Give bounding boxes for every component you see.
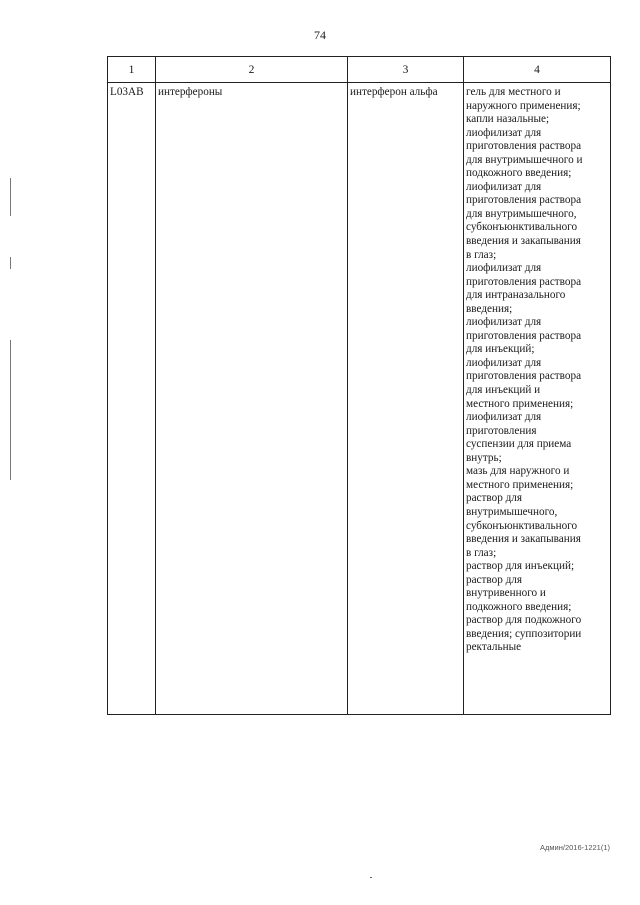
list-item: приготовления раствора (466, 370, 582, 383)
list-item: раствор для инъекций; (466, 560, 575, 573)
scan-mark (10, 178, 11, 216)
list-item: внутримышечного, (466, 505, 558, 518)
list-item: раствор для (466, 492, 523, 505)
column-header: 3 (348, 57, 464, 83)
table-header-row (108, 57, 611, 83)
drug-name-cell: интерферон альфа (348, 83, 464, 715)
list-item: раствор для (466, 573, 523, 586)
list-item: внутрь; (466, 451, 502, 464)
atc-code-cell: L03AB (108, 83, 156, 715)
list-item: приготовления раствора (466, 275, 582, 288)
table-row (108, 83, 611, 715)
list-item: лиофилизат для (466, 262, 542, 275)
column-header: 2 (156, 57, 348, 83)
list-item: введения; (466, 302, 513, 315)
list-item: капли назальные; (466, 113, 550, 126)
drug-table (107, 56, 611, 715)
list-item: подкожного введения; (466, 167, 572, 180)
list-item: лиофилизат для (466, 316, 542, 329)
list-item: в глаз; (466, 546, 497, 559)
list-item: приготовления раствора (466, 329, 582, 342)
dosage-forms-cell (464, 83, 611, 715)
list-item: местного применения; (466, 397, 574, 410)
list-item: для инъекций и (466, 384, 541, 397)
list-item: лиофилизат для (466, 411, 542, 424)
list-item: лиофилизат для (466, 356, 542, 369)
list-item: для внутримышечного и (466, 153, 583, 166)
list-item: внутривенного и (466, 587, 546, 600)
list-item: местного применения; (466, 478, 574, 491)
footer-code: Админ/2016-1221(1) (540, 843, 610, 852)
list-item: в глаз; (466, 248, 497, 261)
list-item: для внутримышечного, (466, 207, 577, 220)
list-item: лиофилизат для (466, 180, 542, 193)
column-header: 4 (464, 57, 611, 83)
page-number: 74 (314, 28, 326, 42)
list-item: субконъюнктивального (466, 221, 578, 234)
list-item: ректальные (466, 641, 522, 654)
column-header: 1 (108, 57, 156, 83)
list-item: подкожного введения; (466, 600, 572, 613)
list-item: приготовления раствора (466, 140, 582, 153)
list-item: субконъюнктивального (466, 519, 578, 532)
scan-mark (10, 340, 11, 480)
list-item: гель для местного и (466, 86, 561, 98)
scan-speck (370, 877, 372, 878)
list-item: введения; суппозитории (466, 627, 582, 640)
list-item: введения и закапывания (466, 235, 581, 248)
list-item: лиофилизат для (466, 126, 542, 139)
drug-group-cell: интерфероны (156, 83, 348, 715)
list-item: наружного применения; (466, 99, 581, 112)
dosage-forms-list (466, 86, 608, 655)
list-item: раствор для подкожного (466, 614, 582, 627)
list-item: приготовления раствора (466, 194, 582, 207)
list-item: для интраназального (466, 289, 566, 302)
scan-mark (10, 257, 11, 269)
list-item: для инъекций; (466, 343, 535, 356)
list-item: мазь для наружного и (466, 465, 570, 478)
list-item: введения и закапывания (466, 533, 581, 546)
list-item: суспензии для приема (466, 438, 572, 451)
list-item: приготовления (466, 424, 537, 437)
